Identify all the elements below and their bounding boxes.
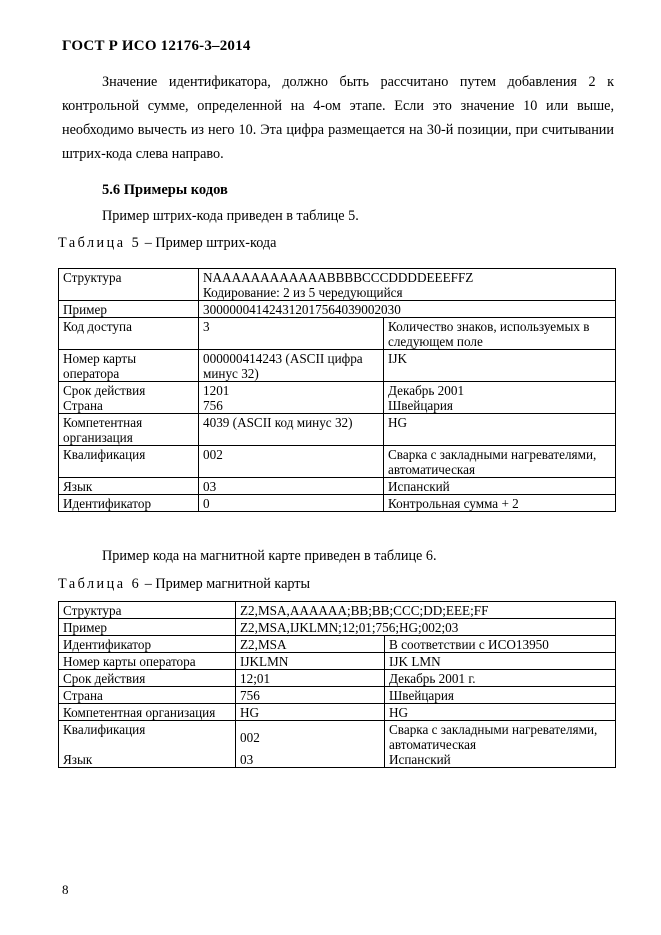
document-header: ГОСТ Р ИСО 12176-3–2014 [62,38,251,54]
table-row [59,382,616,414]
row-label: Компетентная организация [59,704,236,721]
row-label: Код доступа [59,318,199,350]
country-value: 756 [203,398,223,413]
language-value: 03 [240,752,254,767]
row-value: HG [236,704,385,721]
validity-label: Срок действия [63,383,146,398]
row-note: HG [385,704,616,721]
row-note: Декабрь 2001 г. [385,670,616,687]
row-value: 756 [236,687,385,704]
page-number: 8 [62,882,69,897]
table-row [59,495,616,512]
validity-note: Декабрь 2001 [388,383,465,398]
country-label: Страна [63,398,103,413]
row-note: IJK LMN [385,653,616,670]
row-note: IJK [384,350,616,382]
table-row [59,446,616,478]
table5-caption-label: Таблица 5 [58,235,142,251]
table-row [59,636,616,653]
table6-intro: Пример кода на магнитной карте приведен в таблице 6. [102,548,437,564]
row-value: 12;01 [236,670,385,687]
table-row [59,721,616,768]
row-label: Номер карты оператора [59,653,236,670]
row-value: Z2,MSA [236,636,385,653]
row-value: Z2,MSA,AAAAAA;BB;BB;CCC;DD;EEE;FF [236,602,616,619]
table-row [59,318,616,350]
table-row [59,301,616,318]
row-label: Язык [59,478,199,495]
table6-caption-text: – Пример магнитной карты [141,576,311,592]
row-label: Пример [59,301,199,318]
table-row [59,414,616,446]
row-value: 300000041424312017564039002030 [199,301,616,318]
row-label [59,721,236,768]
table-row [59,670,616,687]
row-label: Идентификатор [59,636,236,653]
magnetic-card-table [58,601,616,768]
section-title: 5.6 Примеры кодов [102,182,228,198]
row-note: Швейцария [385,687,616,704]
table-row [59,350,616,382]
row-value: 0 [199,495,384,512]
qualification-note: Сварка с закладными нагревателями, автоматическая [389,722,598,752]
barcode-example-table [58,268,616,512]
row-label: Компетентная организация [59,414,199,446]
qualification-value: 002 [240,730,260,745]
row-value: 3 [199,318,384,350]
row-label: Квалификация [59,446,199,478]
structure-encoding: Кодирование: 2 из 5 чередующийся [203,285,403,300]
row-value [236,721,385,768]
table5-caption-text: – Пример штрих-кода [141,235,277,251]
table6-caption [58,576,310,593]
row-label: Пример [59,619,236,636]
row-value [199,382,384,414]
row-note [384,382,616,414]
language-label: Язык [63,752,93,767]
validity-value: 1201 [203,383,230,398]
row-value: 03 [199,478,384,495]
table-row [59,619,616,636]
country-note: Швейцария [388,398,453,413]
row-note: Сварка с закладными нагревателями, автоматическая [384,446,616,478]
row-value: 000000414243 (ASCII цифра минус 32) [199,350,384,382]
qualification-label: Квалификация [63,722,146,737]
row-label: Идентификатор [59,495,199,512]
row-label: Страна [59,687,236,704]
table-row [59,602,616,619]
row-value: 4039 (ASCII код минус 32) [199,414,384,446]
row-note [385,721,616,768]
table-row [59,704,616,721]
table5-caption [58,235,276,252]
row-note: HG [384,414,616,446]
row-label: Срок действия [59,670,236,687]
row-value: 002 [199,446,384,478]
structure-code: NAAAAAAAAAAAABBBBCCCDDDDEEEFFZ [203,270,474,285]
table-row [59,478,616,495]
table-row [59,687,616,704]
row-label: Структура [59,602,236,619]
table-row [59,653,616,670]
row-label: Номер карты оператора [59,350,199,382]
row-note: Испанский [384,478,616,495]
row-label: Структура [59,269,199,301]
row-value: IJKLMN [236,653,385,670]
table6-caption-label: Таблица 6 [58,576,142,592]
row-note: В соответствии с ИСО13950 [385,636,616,653]
structure-cell [199,269,616,301]
body-paragraph: Значение идентификатора, должно быть рассчитано путем добавления 2 к контрольной сумме, определенной на 4-ом этапе. Если это значение 10 или выше, необходимо вычесть из него 10. Эта цифра размещается на 30-й позиции, при считывании штрих-кода слева направо. [62,74,614,162]
row-note: Контрольная сумма + 2 [384,495,616,512]
row-note: Количество знаков, используемых в следующем поле [384,318,616,350]
row-label [59,382,199,414]
table-row [59,269,616,301]
language-note: Испанский [389,752,451,767]
row-value: Z2,MSA,IJKLMN;12;01;756;HG;002;03 [236,619,616,636]
table5-intro: Пример штрих-кода приведен в таблице 5. [102,208,359,224]
